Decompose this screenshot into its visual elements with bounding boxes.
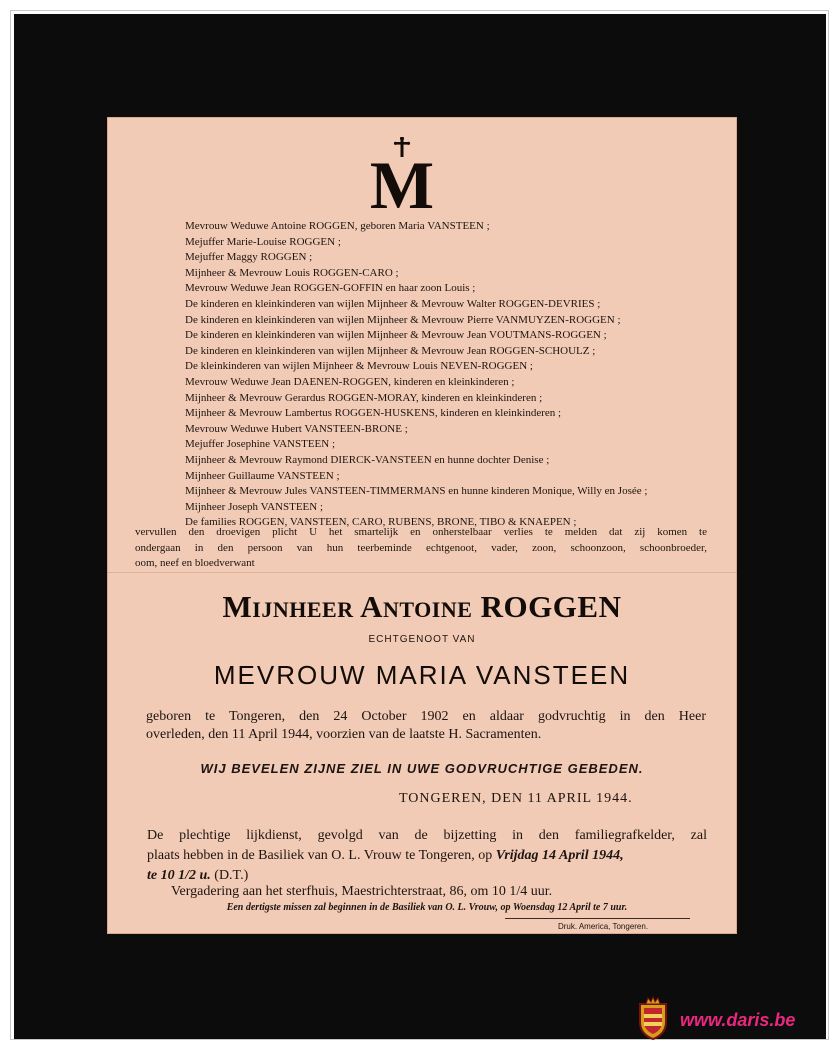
death-line: overleden, den 11 April 1944, voorzien van de laatste H. Sacramenten.	[146, 727, 542, 742]
printer-credit: Druk. America, Tongeren.	[557, 922, 649, 931]
list-item: Mejuffer Josephine VANSTEEN ;	[185, 438, 336, 451]
service-line	[147, 846, 707, 866]
watermark-site: www.daris.be	[680, 1010, 796, 1030]
spouse-label: ECHTGENOOT VAN	[368, 634, 476, 645]
list-item: Mijnheer & Mevrouw Jules VANSTEEN-TIMMERMANS en hunne kinderen Monique, Willy en Josée ;	[185, 485, 648, 498]
prayer-request: WIJ BEVELEN ZIJNE ZIEL IN UWE GODVRUCHTIGE GEBEDEN.	[200, 761, 644, 776]
list-item: Mevrouw Weduwe Hubert VANSTEEN-BRONE ;	[185, 422, 408, 435]
announcement-paragraph	[135, 525, 707, 572]
list-item: De kleinkinderen van wijlen Mijnheer & Mevrouw Louis NEVEN-ROGGEN ;	[185, 360, 533, 373]
list-item: Mijnheer & Mevrouw Lambertus ROGGEN-HUSKENS, kinderen en kleinkinderen ;	[185, 407, 562, 420]
coat-of-arms-icon	[636, 996, 670, 1040]
list-item: Mijnheer & Mevrouw Gerardus ROGGEN-MORAY, kinderen en kleinkinderen ;	[185, 391, 543, 404]
birth-death-paragraph	[146, 708, 706, 744]
service-time-zone: (D.T.)	[210, 868, 249, 883]
deceased-name: Mijnheer Antoine ROGGEN	[222, 589, 622, 624]
mass-note: Een dertigste missen zal beginnen in de Basiliek van O. L. Vrouw, op Woensdag 12 April te 7 uur.	[226, 902, 628, 913]
list-item: Mijnheer Guillaume VANSTEEN ;	[185, 469, 340, 482]
list-item: Mevrouw Weduwe Jean DAENEN-ROGGEN, kinderen en kleinkinderen ;	[185, 375, 515, 388]
list-item: Mejuffer Maggy ROGGEN ;	[185, 251, 313, 264]
service-line: De plechtige lijkdienst, gevolgd van de bijzetting in den familiegrafkelder, zal	[147, 828, 707, 843]
family-list	[185, 219, 725, 531]
list-item: De kinderen en kleinkinderen van wijlen Mijnheer & Mevrouw Pierre VANMUYZEN-ROGGEN ;	[185, 313, 621, 326]
birth-line: geboren te Tongeren, den 24 October 1902 en aldaar godvruchtig in den Heer	[146, 709, 706, 724]
divider	[505, 918, 690, 919]
marian-monogram-icon	[362, 137, 442, 212]
funeral-service-paragraph	[147, 826, 707, 886]
list-item: Mijnheer & Mevrouw Raymond DIERCK-VANSTEEN en hunne dochter Denise ;	[185, 453, 550, 466]
list-item: Mevrouw Weduwe Antoine ROGGEN, geboren Maria VANSTEEN ;	[185, 220, 490, 232]
service-text: plaats hebben in de Basiliek van O. L. Vrouw te Tongeren, op	[147, 848, 496, 863]
service-date: Vrijdag 14 April 1944,	[495, 848, 624, 863]
list-item: De kinderen en kleinkinderen van wijlen Mijnheer & Mevrouw Jean ROGGEN-SCHOULZ ;	[185, 344, 596, 357]
service-line	[147, 866, 707, 886]
service-time: te 10 1/2 u.	[147, 868, 211, 883]
spouse-name: MEVROUW MARIA VANSTEEN	[213, 660, 631, 690]
announcement-line: ondergaan in den persoon van hun teerbeminde echtgenoot, vader, zoon, schoonzoon, schoonbroeder,	[135, 541, 707, 554]
announcement-line: oom, neef en bloedverwant	[135, 557, 255, 570]
list-item: Mejuffer Marie-Louise ROGGEN ;	[185, 235, 341, 248]
list-item: Mijnheer & Mevrouw Louis ROGGEN-CARO ;	[185, 266, 399, 279]
list-item: De kinderen en kleinkinderen van wijlen Mijnheer & Mevrouw Jean VOUTMANS-ROGGEN ;	[185, 329, 607, 342]
paper-fold	[107, 572, 737, 573]
list-item: De kinderen en kleinkinderen van wijlen Mijnheer & Mevrouw Walter ROGGEN-DEVRIES ;	[185, 297, 601, 310]
list-item: Mevrouw Weduwe Jean ROGGEN-GOFFIN en haar zoon Louis ;	[185, 282, 476, 295]
list-item: Mijnheer Joseph VANSTEEN ;	[185, 500, 324, 513]
meeting-notice: Vergadering aan het sterfhuis, Maestrichterstraat, 86, om 10 1/4 uur.	[171, 884, 553, 899]
mourning-card	[107, 117, 737, 934]
place-date: TONGEREN, DEN 11 APRIL 1944.	[399, 791, 633, 806]
announcement-line: vervullen den droevigen plicht U het smartelijk en onherstelbaar verlies te melden dat zij komen te	[135, 526, 707, 538]
svg-text:M: M	[369, 147, 435, 212]
list-item: De families ROGGEN, VANSTEEN, CARO, RUBENS, BRONE, TIBO & KNAEPEN ;	[185, 516, 577, 529]
